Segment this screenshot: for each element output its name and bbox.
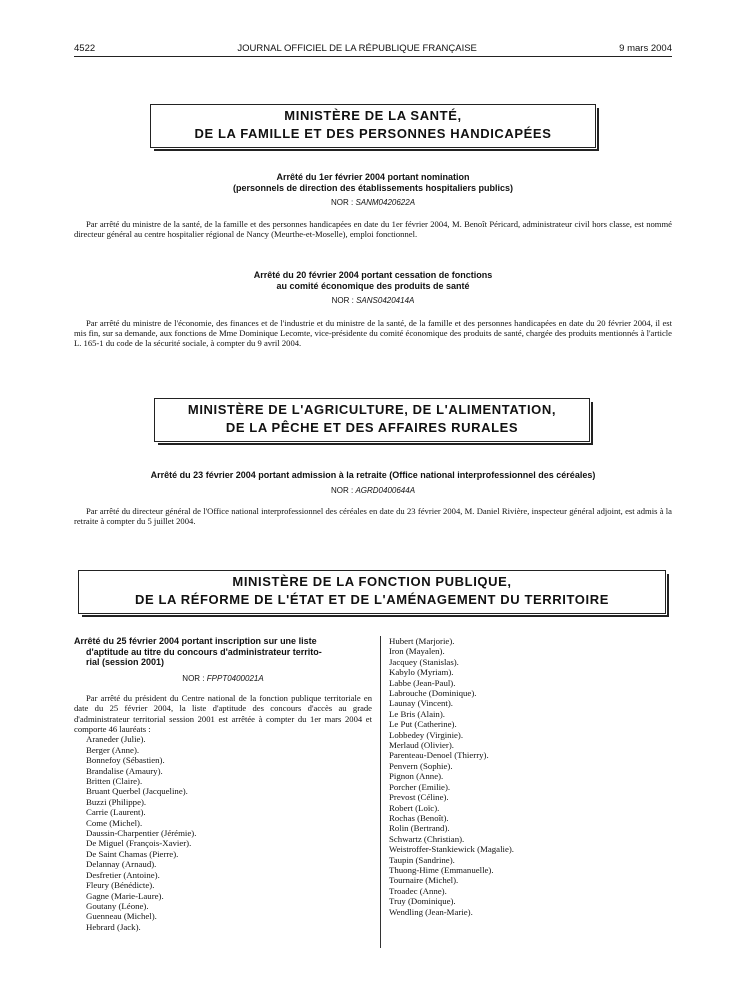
column-divider <box>380 636 381 948</box>
nor-reference <box>74 486 672 495</box>
laureate-name: Fleury (Bénédicte). <box>86 880 155 891</box>
arrete-title <box>74 270 672 292</box>
laureate-name: Hubert (Marjorie). <box>389 636 455 646</box>
nor-label: NOR : <box>330 486 354 495</box>
laureate-name: Hebrard (Jack). <box>86 921 141 932</box>
nor-reference <box>74 296 672 305</box>
laureate-name: Britten (Claire). <box>86 776 143 787</box>
journal-title: JOURNAL OFFICIEL DE LA RÉPUBLIQUE FRANÇAISE <box>237 43 477 54</box>
nor-reference <box>74 198 672 207</box>
laureate-name: Wendling (Jean-Marie). <box>389 906 473 917</box>
nor-code: FPPT0400021A <box>206 673 264 683</box>
ministry-box-agriculture <box>154 398 590 442</box>
laureate-name: Carrie (Laurent). <box>86 807 146 818</box>
ministry-box-sante <box>150 104 596 148</box>
ministry-line: MINISTÈRE DE L'AGRICULTURE, DE L'ALIMENTATION, <box>187 402 557 417</box>
laureate-name: Pignon (Anne). <box>389 771 444 782</box>
nor-code: AGRD0400644A <box>355 486 416 495</box>
laureate-name: Daussin-Charpentier (Jérémie). <box>86 828 197 839</box>
laureate-name: Le Bris (Alain). <box>389 708 445 719</box>
laureate-name: Desfretier (Antoine). <box>86 869 160 880</box>
nor-label: NOR : <box>182 673 205 683</box>
laureate-name: Araneder (Julie). <box>86 734 146 745</box>
laureate-name: Bonnefoy (Sébastien). <box>86 755 165 766</box>
nor-label: NOR : <box>330 198 354 207</box>
nor-label: NOR : <box>331 296 354 305</box>
laureate-name: Labbe (Jean-Paul). <box>389 677 456 688</box>
laureate-name: Taupin (Sandrine). <box>389 854 455 865</box>
laureate-name: Penvern (Sophie). <box>389 760 453 771</box>
arrete-title-line: Arrêté du 23 février 2004 portant admission à la retraite (Office national interprofessionnel des céréales) <box>150 470 596 480</box>
laureate-name: Berger (Anne). <box>86 744 140 755</box>
laureate-name: Weistroffer-Stankiewick (Magalie). <box>389 844 514 855</box>
laureate-name: Rochas (Benoît). <box>389 812 449 823</box>
laureate-name: Launay (Vincent). <box>389 698 453 709</box>
ministry-line: DE LA PÊCHE ET DES AFFAIRES RURALES <box>225 420 519 435</box>
page-number: 4522 <box>74 43 96 54</box>
laureate-name: Goutany (Léone). <box>86 900 149 911</box>
laureate-name: Iron (Mayalen). <box>389 646 445 657</box>
arrete-text: Par arrêté du ministre de l'économie, des finances et de l'industrie et du ministre de la santé, de la famille et des personnes handicapées en date du 20 février 2004, il est mis fin, sur sa demande, aux fonctions de Mme Dominique Lecomte, vice-présidente du comité économique des produits de santé, chargée des produits mentionnés à l'article L. 165-1 du code de la sécurité sociale, à compter du 9 avril 2004. <box>74 318 672 349</box>
ministry-line: DE LA FAMILLE ET DES PERSONNES HANDICAPÉES <box>194 126 552 141</box>
arrete-title-line: Arrêté du 25 février 2004 portant inscription sur une liste <box>74 636 317 646</box>
laureate-name: Merlaud (Olivier). <box>389 740 454 751</box>
arrete-text: Par arrêté du directeur général de l'Office national interprofessionnel des céréales en date du 23 février 2004, M. Daniel Rivière, inspecteur général adjoint, est admis à la retraite à compter du 5 juillet 2004. <box>74 506 672 527</box>
arrete-title <box>74 172 672 194</box>
page-header <box>74 43 672 54</box>
ministry-box-fonction-publique <box>78 570 666 614</box>
laureate-name: Lobbedey (Virginie). <box>389 729 464 740</box>
laureate-name: Jacquey (Stanislas). <box>389 656 459 667</box>
laureate-name: Come (Michel). <box>86 817 143 828</box>
arrete-text: Par arrêté du président du Centre national de la fonction publique territoriale en date du 25 février 2004, la liste d'aptitude des concours d'accès au grade d'administrateur territorial session 2001 est arrêtée à compter du 1er mars 2004 et comporte 46 lauréats : <box>74 692 372 734</box>
laureate-name: Truy (Dominique). <box>389 896 456 907</box>
laureate-name: De Saint Chamas (Pierre). <box>86 848 179 859</box>
laureate-name: Guenneau (Michel). <box>86 911 157 922</box>
laureate-name: Tournaire (Michel). <box>389 875 459 886</box>
laureate-name: Robert (Loïc). <box>389 802 440 813</box>
nor-reference <box>74 674 372 683</box>
laureate-name: Porcher (Emilie). <box>389 781 451 792</box>
laureate-name: Le Put (Catherine). <box>389 719 457 730</box>
arrete-title-line: rial (session 2001) <box>86 657 165 668</box>
arrete-title-line: d'aptitude au titre du concours d'administrateur territo- <box>86 646 322 657</box>
nor-code: SANM0420622A <box>355 198 416 207</box>
header-rule <box>74 56 672 57</box>
arrete-title-line: au comité économique des produits de santé <box>276 281 470 291</box>
ministry-line: MINISTÈRE DE LA FONCTION PUBLIQUE, <box>232 574 512 589</box>
laureates-list-right <box>389 636 674 917</box>
laureate-name: De Miguel (François-Xavier). <box>86 838 192 849</box>
nor-code: SANS0420414A <box>356 296 415 305</box>
arrete-title-line: Arrêté du 20 février 2004 portant cessation de fonctions <box>253 270 493 280</box>
arrete-title <box>74 470 672 481</box>
laureate-name: Thuong-Hime (Emmanuelle). <box>389 864 494 875</box>
laureate-name: Buzzi (Philippe). <box>86 796 147 807</box>
laureate-name: Troadec (Anne). <box>389 885 447 896</box>
arrete-title-line: Arrêté du 1er février 2004 portant nomination <box>276 172 470 182</box>
arrete-text: Par arrêté du ministre de la santé, de la famille et des personnes handicapées en date du 1er février 2004, M. Benoît Péricard, administrateur civil hors classe, est nommé directeur général au centre hospitalier régional de Nancy (Meurthe-et-Moselle), emploi fonctionnel. <box>74 219 672 240</box>
arrete-title <box>74 636 372 668</box>
laureate-name: Rolin (Bertrand). <box>389 823 450 834</box>
laureate-name: Kabylo (Myriam). <box>389 667 454 678</box>
laureate-name: Labrouche (Dominique). <box>389 688 477 699</box>
laureate-name: Brandalise (Amaury). <box>86 765 163 776</box>
laureate-name: Gagne (Marie-Laure). <box>86 890 164 901</box>
laureate-name: Prevost (Céline). <box>389 792 449 803</box>
arrete-title-line: (personnels de direction des établissements hospitaliers publics) <box>232 183 514 193</box>
laureate-name: Parenteau-Denoel (Thierry). <box>389 750 489 761</box>
issue-date: 9 mars 2004 <box>619 43 672 54</box>
ministry-line: DE LA RÉFORME DE L'ÉTAT ET DE L'AMÉNAGEMENT DU TERRITOIRE <box>135 592 609 607</box>
laureate-name: Schwartz (Christian). <box>389 833 465 844</box>
ministry-line: MINISTÈRE DE LA SANTÉ, <box>284 108 462 123</box>
right-column <box>389 636 674 917</box>
laureate-name: Delannay (Arnaud). <box>86 859 157 870</box>
left-column <box>74 636 372 932</box>
laureate-name: Bruant Querbel (Jacqueline). <box>86 786 188 797</box>
laureates-list-left <box>74 734 372 932</box>
